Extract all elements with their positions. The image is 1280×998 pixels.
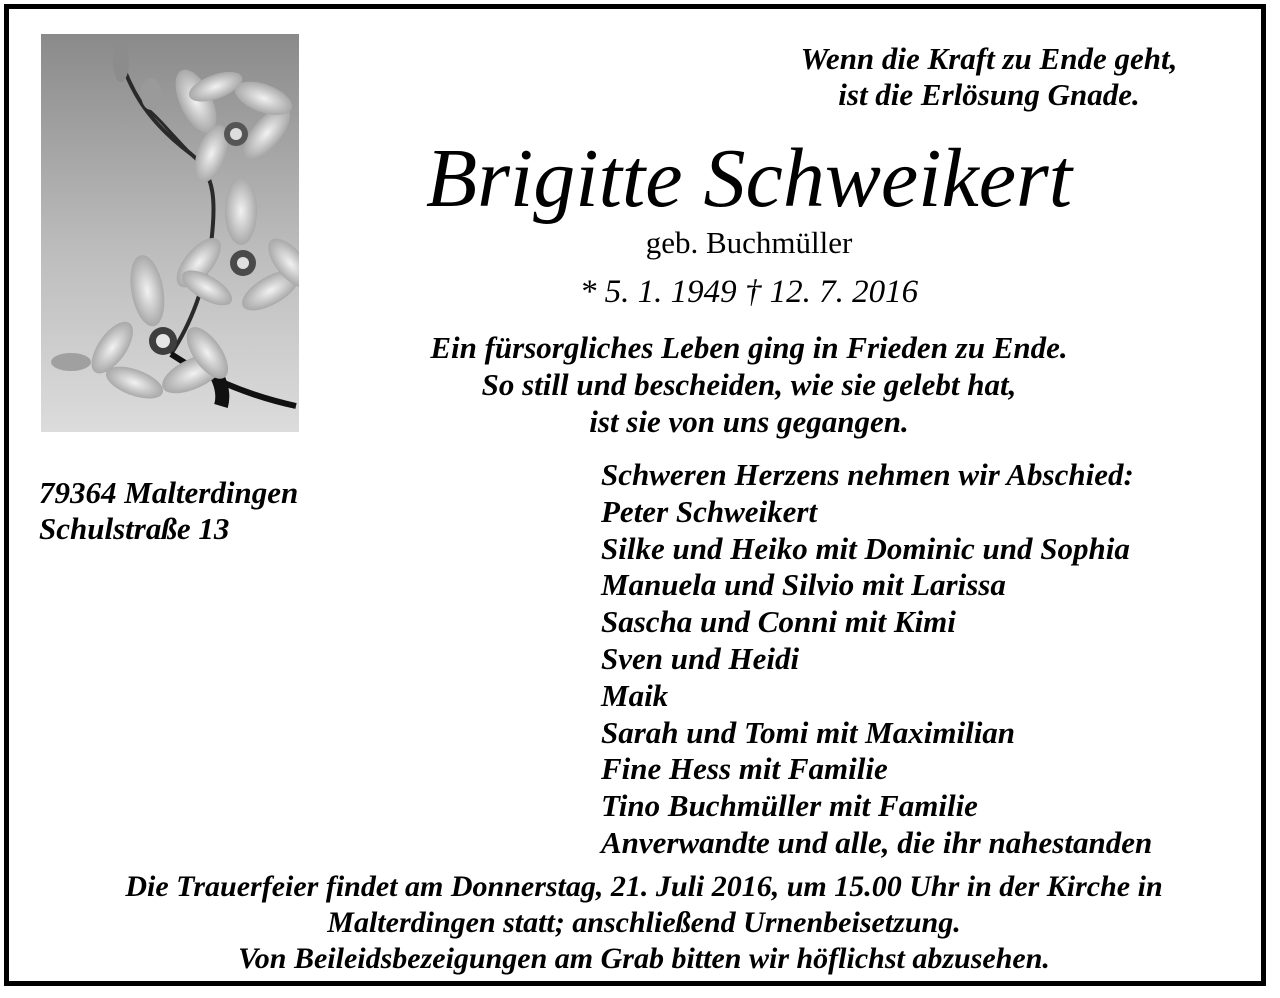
orchid-flower-image: [41, 34, 299, 432]
verse-line: Ein fürsorgliches Leben ging in Frieden zu Ende.: [430, 330, 1068, 365]
mourner-name: Fine Hess mit Familie: [601, 751, 888, 787]
mourner-name: Manuela und Silvio mit Larissa: [601, 567, 1006, 603]
mourner-name: Sascha und Conni mit Kimi: [601, 604, 956, 640]
service-line: Malterdingen statt; anschließend Urnenbeisetzung.: [327, 906, 961, 939]
mourner-name: Peter Schweikert: [601, 493, 818, 529]
motto: [709, 41, 1269, 113]
motto-line: ist die Erlösung Gnade.: [838, 77, 1140, 112]
mourner-name: Sven und Heidi: [601, 640, 800, 676]
mourners-list: [601, 457, 1152, 862]
address-street: Schulstraße 13: [39, 511, 230, 546]
life-dates: * 5. 1. 1949 † 12. 7. 2016: [579, 274, 919, 310]
mourner-name: Sarah und Tomi mit Maximilian: [601, 714, 1016, 750]
mourner-name: Tino Buchmüller mit Familie: [601, 788, 978, 824]
service-line: Die Trauerfeier findet am Donnerstag, 21. Juli 2016, um 15.00 Uhr in der Kirche in: [125, 870, 1163, 903]
funeral-service-info: [13, 869, 1275, 977]
mourners-intro: Schweren Herzens nehmen wir Abschied:: [601, 457, 1134, 492]
maiden-name: geb. Buchmüller: [645, 225, 853, 260]
memorial-verse: [339, 329, 1159, 440]
verse-line: ist sie von uns gegangen.: [589, 404, 909, 439]
orchid-photo: [41, 34, 299, 432]
verse-line: So still und bescheiden, wie sie gelebt hat,: [481, 367, 1017, 402]
obituary-notice: [4, 4, 1266, 986]
mourner-name: Maik: [601, 677, 669, 713]
deceased-name: Brigitte Schweikert: [425, 132, 1073, 225]
mourner-name: Silke und Heiko mit Dominic und Sophia: [601, 530, 1130, 566]
mourner-name: Anverwandte und alle, die ihr nahestanden: [601, 824, 1153, 860]
family-address: [39, 475, 298, 547]
service-line: Von Beileidsbezeigungen am Grab bitten wir höflichst abzusehen.: [238, 942, 1050, 975]
motto-line: Wenn die Kraft zu Ende geht,: [800, 41, 1178, 76]
address-city: 79364 Malterdingen: [39, 475, 299, 510]
